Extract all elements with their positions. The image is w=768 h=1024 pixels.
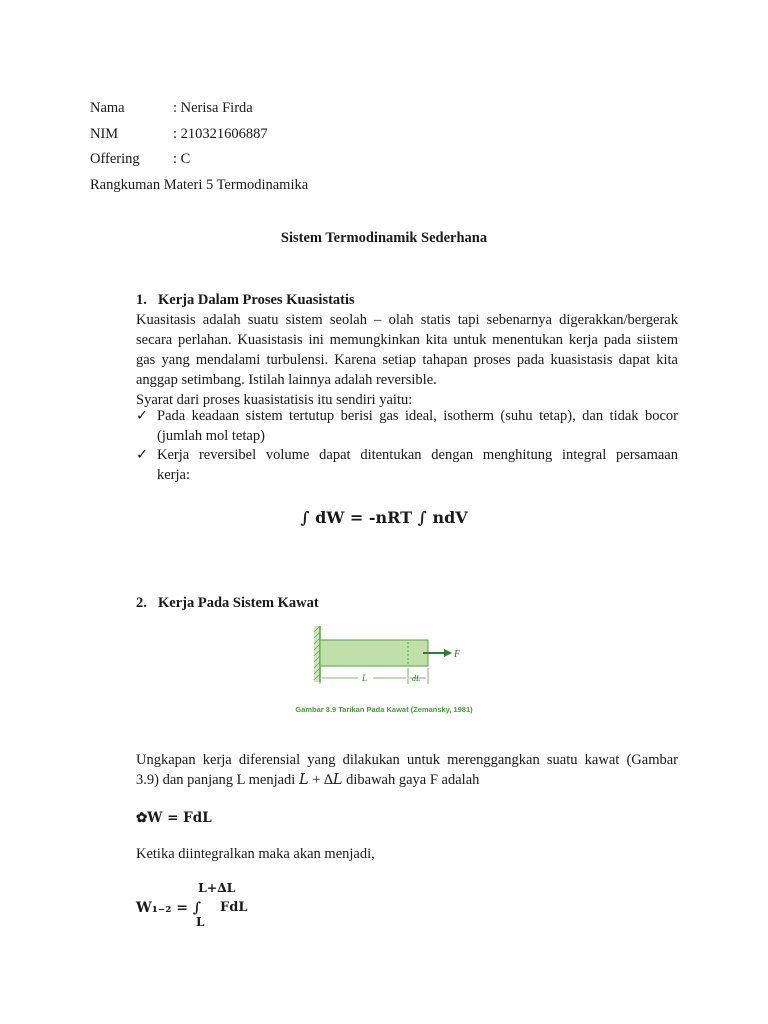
offering-value: : C: [173, 151, 191, 167]
label-dl: dL: [412, 674, 421, 683]
section2-title: Kerja Pada Sistem Kawat: [158, 595, 319, 611]
nim-value: : 210321606887: [173, 126, 268, 142]
name-label: Nama: [90, 100, 125, 116]
integral-lhs: W₁₋₂ = ∫: [136, 900, 201, 916]
lower-limit: L: [196, 915, 205, 929]
section1-title: Kerja Dalam Proses Kuasistatis: [158, 292, 355, 308]
section2-number: 2.: [136, 595, 147, 611]
wire-bar: [320, 640, 428, 666]
name-value: : Nerisa Firda: [173, 100, 253, 116]
upper-limit: L+∆L: [198, 880, 236, 895]
check-icon: ✓: [136, 408, 149, 424]
summary-line: Rangkuman Materi 5 Termodinamika: [90, 177, 309, 193]
section1-paragraph: [136, 310, 678, 410]
figure-caption: Gambar 3.9 Tarikan Pada Kawat (Zemansky, 1981): [295, 705, 473, 714]
wire-diagram: [278, 620, 490, 720]
para-line: anggap setimbang. Istilah lainnya adalah reversible.: [136, 372, 437, 388]
check-item: [136, 406, 678, 446]
para-line: Kuasitasis adalah suatu sistem seolah – olah statis tapi sebenarnya digerakkan/bergerak: [136, 312, 678, 328]
document-title: Sistem Termodinamik Sederhana: [280, 230, 488, 246]
syarat-line: Syarat dari proses kuasistatisis itu sendiri yaitu:: [136, 392, 413, 408]
check-line: (jumlah mol tetap): [157, 428, 265, 444]
para-line: gas yang mendalami turbulensi. Karena setiap tahapan proses pada kuasistasis dapat kita: [136, 352, 678, 368]
section1-number: 1.: [136, 292, 147, 308]
offering-label: Offering: [90, 151, 140, 167]
integral-equation: ∫ dW = -nRT ∫ ndV: [300, 508, 468, 527]
nim-label: NIM: [90, 126, 119, 142]
label-f: F: [454, 649, 461, 660]
check-line: kerja:: [157, 467, 191, 483]
para-line: 3.9) dan panjang L menjadi 𝐿 + ∆𝐿 dibawah gaya F adalah: [136, 772, 480, 788]
para-line: secara perlahan. Kuasistasis ini memungkinkan kita untuk menentukan kerja pada siistem: [136, 332, 678, 348]
section2-heading: [136, 595, 319, 612]
section1-heading: [136, 292, 355, 309]
arrowhead-icon: [444, 649, 452, 657]
wire-figure: [278, 620, 490, 720]
integrand: FdL: [220, 900, 248, 915]
check-icon: ✓: [136, 447, 149, 463]
check-line: Pada keadaan sistem tertutup berisi gas ideal, isotherm (suhu tetap), dan tidak bocor: [157, 408, 678, 424]
work-equation: ✿W = FdL: [136, 810, 212, 826]
check-line: Kerja reversibel volume dapat ditentukan dengan menghitung integral persamaan: [157, 447, 678, 463]
integration-text: Ketika diintegralkan maka akan menjadi,: [136, 846, 375, 862]
para-line: Ungkapan kerja diferensial yang dilakukan untuk merenggangkan suatu kawat (Gambar: [136, 752, 678, 768]
label-l: L: [362, 673, 368, 683]
check-item: [136, 445, 678, 485]
section2-paragraph: [136, 750, 678, 790]
